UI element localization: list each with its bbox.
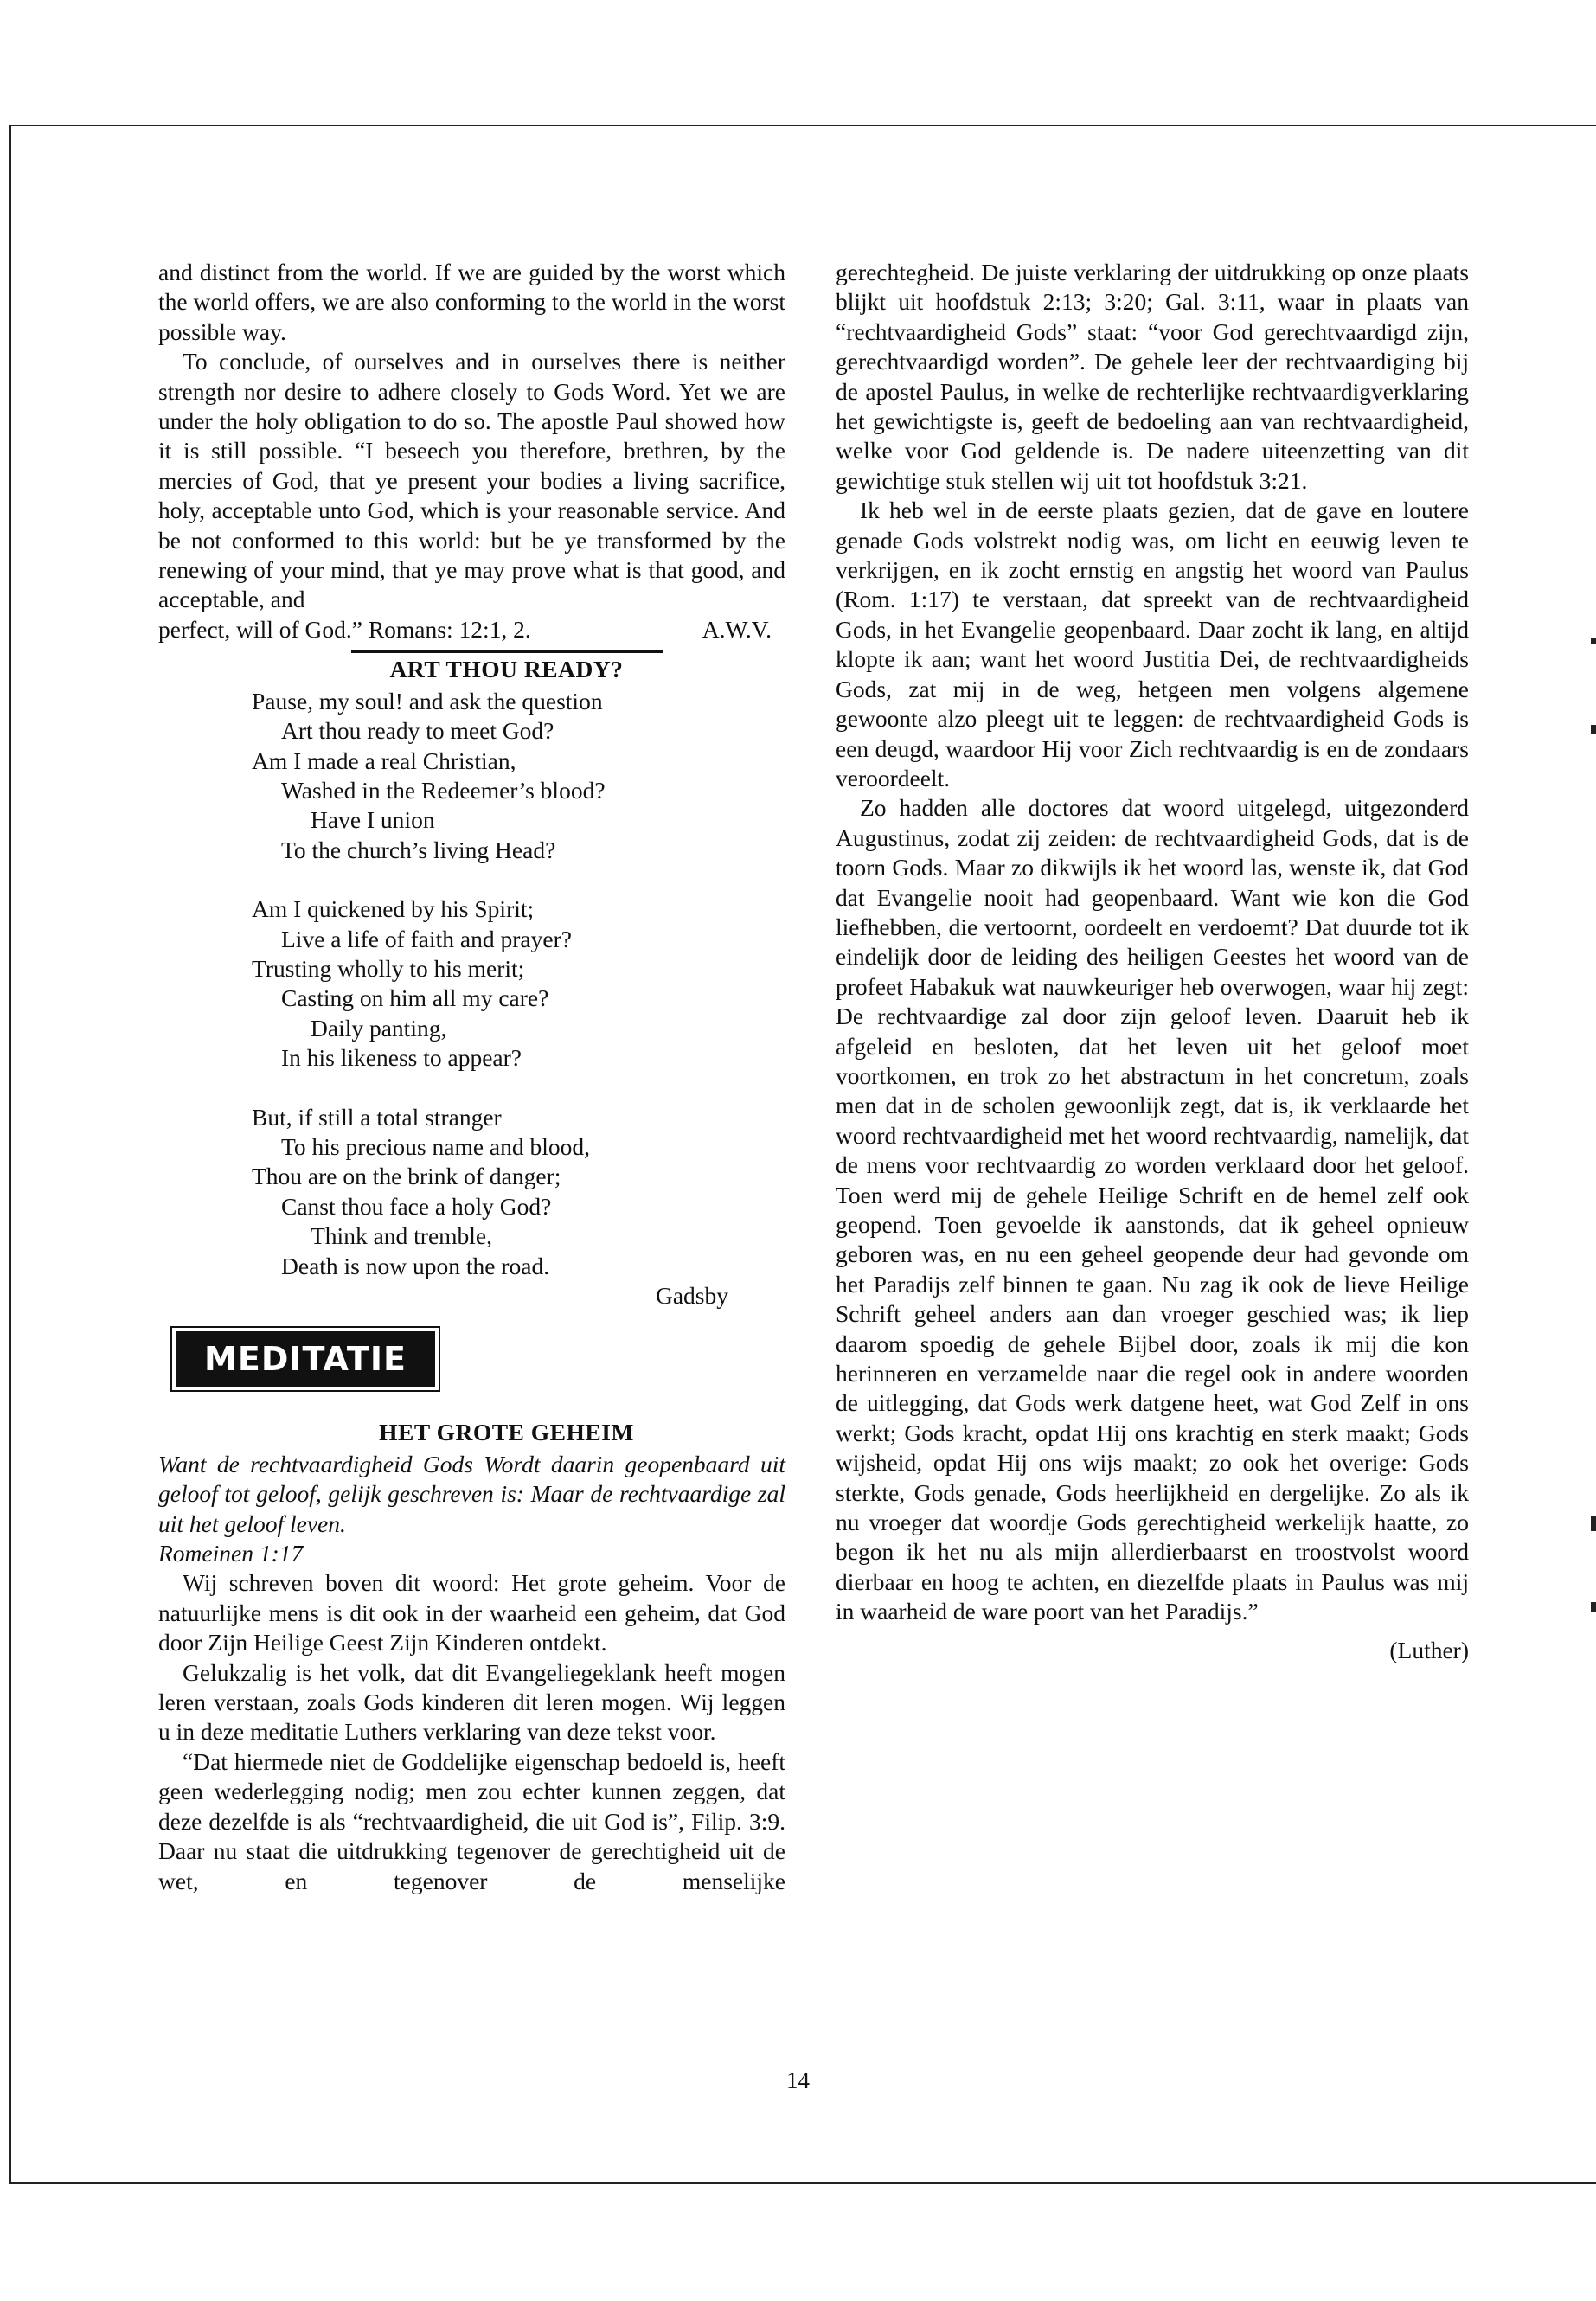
edge-mark [1591, 725, 1596, 734]
scripture-citation-line [158, 615, 785, 644]
meditation-title: HET GROTE GEHEIM [379, 1419, 634, 1446]
poem-line: Canst thou face a holy God? [281, 1192, 552, 1220]
poem-stanza [252, 894, 785, 1073]
poem-line: Pause, my soul! and ask the question [252, 687, 603, 715]
scripture-citation: perfect, will of God.” Romans: 12:1, 2. [158, 615, 531, 643]
poem-line: But, if still a total stranger [252, 1103, 502, 1131]
poem-title: ART THOU READY? [389, 656, 624, 683]
body-paragraph: Zo hadden alle doctores dat woord uitgelegd, uitgezonderd Augustinus, zodat zij zeiden: de rechtvaardigheid Gods, dat is de toorn Gods. Maar zo dikwijls ik het woord las, wenste ik, dat God dat Evangelie nooit had geopenbaard. Want wie kon die God liefhebben, die vertoornt, oordeelt en verdoemt? Dat duurde tot ik eindelijk door de leiding des heiligen Geestes het woord van de profeet Habakuk wat nauwkeuriger heb overwogen, waar hij zegt: De rechtvaardige zal door zijn geloof leven. Daaruit heb ik afgeleid en besloten, dat het leven uit het geloof moet voortkomen, en trok zo het abstractum in het concretum, zoals men dat in de scholen gewoonlijk zegt, dat is, ik verklaarde het woord rechtvaardigheid met het woord rechtvaardig, namelijk, dat de mens voor rechtvaardig zo worden verklaard door het geloof. Toen werd mij de gehele Heilige Schrift en de hemel zelf ook geopend. Toen gevoelde ik aanstonds, dat ik geheel opnieuw geboren was, en nu een geheel geopende deur had gevonde om het Paradijs zelf binnen te gaan. Nu zag ik ook de lieve Heilige Schrift geheel anders aan dan vroeger geschied was; ik liep daarom spoedig de gehele Bijbel door, zoals ik mij die kon herinneren en verzamelde naar die regel ook in andere woorden de uitlegging, dat Gods werk datgene heet, wat God Zelf in ons werkt; Gods kracht, opdat Hij ons krachtig en sterk maakt; Gods wijsheid, opdat Hij ons wijs maakt; zo ook het overige: Gods sterkte, Gods genade, Gods heerlijkheid en dergelijke. Zo als ik nu vroeger dat woordje Gods gerechtigheid werkelijk haatte, zo begon ik het nu als mijn allerdierbaarst en troostvolst woord dierbaar en hoog te achten, en diezelfde plaats in Paulus was mij in waarheid de ware poort van het Paradijs.” [836, 794, 1469, 1625]
poem-line: Trusting wholly to his merit; [252, 954, 525, 982]
body-paragraph: Wij schreven boven dit woord: Het grote geheim. Voor de natuurlijke mens is dit ook in der waarheid een geheim, dat God door Zijn Heilige Geest Zijn Kinderen ontdekt. [158, 1569, 785, 1657]
body-paragraph: gerechtegheid. De juiste verklaring der uitdrukking op onze plaats blijkt uit hoofdstuk 2:13; 3:20; Gal. 3:11, waar in plaats van “rechtvaardigheid Gods” staat: “voor God gerechtvaardigd zijn, gerechtvaardigd worden”. De gehele leer der rechtvaardiging bij de apostel Paulus, in welke de rechterlijke rechtvaardigverklaring het gewichtigste is, geeft de bedoeling aan van rechtvaardigheid, welke voor God geldende is. De nadere uiteenzetting van dit gewichtige stuk stellen wij uit tot hoofdstuk 3:21. [836, 259, 1469, 494]
edge-mark [1591, 1602, 1596, 1612]
poem-stanza [252, 687, 785, 865]
edge-mark [1591, 638, 1596, 644]
poem-line: Live a life of faith and prayer? [281, 925, 572, 952]
poem-line: Art thou ready to meet God? [281, 717, 554, 745]
body-paragraph: Ik heb wel in de eerste plaats gezien, dat de gave en loutere genade Gods volstrekt nodig was, om licht en eeuwig leven te verkrijgen, en ik zocht ernstig en angstig het woord van Paulus (Rom. 1:17) te verstaan, dat spreekt van de rechtvaardigheid Gods, in het Evangelie geopenbaard. Daar zocht ik lang, en altijd klopte ik aan; want het woord Justitia Dei, de rechtvaardigheids Gods, zat mij in de weg, hetgeen men volgens algemene gewoonte alzo pleegt uit te leggen: de rechtvaardigheid Gods is een deugd, waardoor Hij voor Zich rechtvaardig is en de zondaars veroordeelt. [836, 497, 1469, 792]
body-paragraph: “Dat hiermede niet de Goddelijke eigenschap bedoeld is, heeft geen wederlegging nodig; men zou echter kunnen zeggen, dat deze dezelfde is als “rechtvaardigheid, die uit God is”, Filip. 3:9. Daar nu staat die uitdrukking tegenover de gerechtigheid uit de wet, en tegenover de menselijke [158, 1747, 785, 1894]
edge-mark [1591, 1516, 1596, 1531]
quote-attribution: (Luther) [1389, 1636, 1469, 1663]
poem [252, 687, 785, 1281]
poem-line: Daily panting, [311, 1014, 447, 1042]
section-divider [351, 650, 663, 653]
body-paragraph: To conclude, of ourselves and in ourselves there is neither strength nor desire to adhere closely to Gods Word. Yet we are under the holy obligation to do so. The apostle Paul showed how it is still possible. “I beseech you therefore, brethren, by the mercies of God, that ye present your bodies a living sacrifice, holy, acceptable unto God, which is your reasonable service. And be not conformed to this world: but be ye transformed by the renewing of your mind, that ye may prove what is that good, and acceptable, and [158, 348, 785, 613]
poem-line: Casting on him all my care? [281, 984, 549, 1012]
body-paragraph: and distinct from the world. If we are guided by the worst which the world offers, we are also conforming to the world in the worst possible way. [158, 259, 785, 345]
poem-author: Gadsby [655, 1282, 728, 1309]
poem-line: Am I made a real Christian, [252, 747, 516, 774]
meditation-epigraph: Want de rechtvaardigheid Gods Wordt daarin geopenbaard uit geloof tot geloof, gelijk geschreven is: Maar de rechtvaardige zal uit het geloof leven. [158, 1450, 785, 1537]
poem-line: Thou are on the brink of danger; [252, 1163, 561, 1190]
poem-line: Washed in the Redeemer’s blood? [281, 776, 606, 804]
page-left-rule [9, 125, 11, 2183]
page-bottom-rule [9, 2182, 1596, 2184]
poem-line: To his precious name and blood, [281, 1132, 591, 1160]
meditation-reference: Romeinen 1:17 [158, 1540, 304, 1567]
poem-line: Am I quickened by his Spirit; [252, 895, 535, 923]
body-paragraph: Gelukzalig is het volk, dat dit Evangeliegeklank heeft mogen leren verstaan, zoals Gods kinderen dit leren mogen. Wij leggen u in deze meditatie Luthers verklaring van deze tekst voor. [158, 1658, 785, 1746]
left-column [158, 258, 785, 1896]
page-top-rule [9, 125, 1596, 126]
author-initials: A.W.V. [702, 615, 772, 643]
meditatie-badge-frame [170, 1326, 440, 1392]
meditatie-badge: MEDITATIE [176, 1331, 435, 1387]
poem-stanza [252, 1103, 785, 1281]
poem-line: To the church’s living Head? [281, 836, 556, 863]
poem-line: Think and tremble, [311, 1222, 493, 1250]
right-column [836, 258, 1469, 1665]
poem-line: Death is now upon the road. [281, 1252, 550, 1279]
poem-line: Have I union [311, 806, 435, 834]
poem-line: In his likeness to appear? [281, 1044, 522, 1072]
page-number: 14 [786, 2067, 810, 2093]
